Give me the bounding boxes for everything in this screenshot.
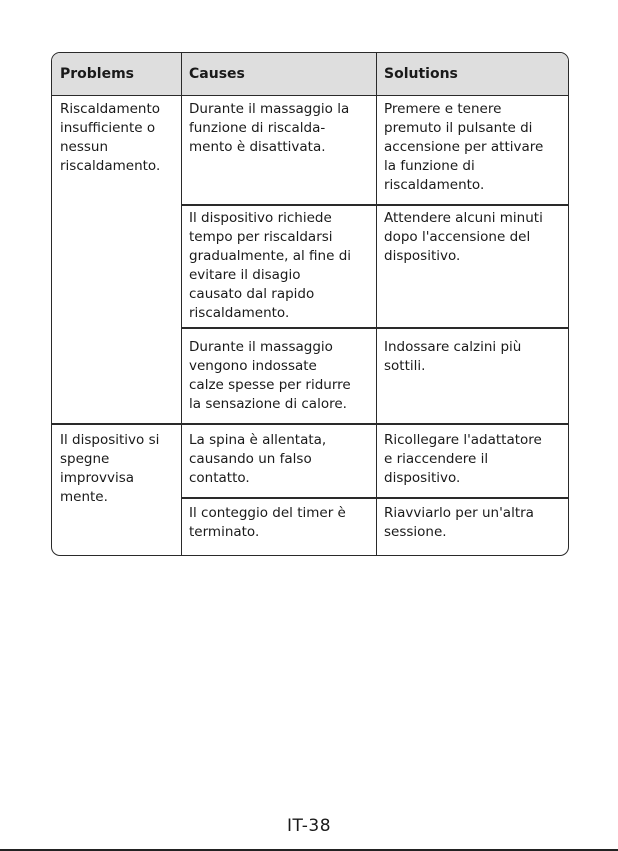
row-divider — [52, 423, 569, 425]
solution-cell: Ricollegare l'adattatore e riaccendere il dispositivo. — [384, 432, 542, 486]
solution-cell: Attendere alcuni minuti dopo l'accensione del dispositivo. — [384, 210, 543, 264]
solution-cell: Indossare calzini più sottili. — [384, 339, 522, 374]
solution-cell: Riavviarlo per un'altra sessione. — [384, 505, 534, 540]
troubleshooting-table — [51, 52, 569, 556]
cause-cell: Il conteggio del timer è terminato. — [189, 505, 346, 540]
cause-cell: La spina è allentata, causando un falso contatto. — [189, 432, 327, 486]
problem-cell: Il dispositivo si spegne improvvisa mente. — [60, 432, 160, 505]
header-causes: Causes — [189, 66, 245, 82]
header-problems: Problems — [60, 66, 135, 82]
row-divider — [181, 327, 569, 329]
cause-cell: Durante il massaggio vengono indossate calze spesse per ridurre la sensazione di calore. — [189, 339, 351, 412]
cause-cell: Il dispositivo richiede tempo per riscaldarsi gradualmente, al fine di evitare il disagio causato dal rapido riscaldamento. — [189, 210, 352, 321]
page-number: IT-38 — [286, 816, 332, 836]
header-solutions: Solutions — [384, 66, 458, 82]
row-divider — [181, 204, 569, 206]
cause-cell: Durante il massaggio la funzione di riscalda- mento è disattivata. — [189, 101, 350, 155]
solution-cell: Premere e tenere premuto il pulsante di accensione per attivare la funzione di riscaldamento. — [384, 101, 544, 193]
table-header-row — [52, 53, 568, 96]
problem-cell: Riscaldamento insufficiente o nessun riscaldamento. — [60, 101, 161, 174]
row-divider — [181, 497, 569, 499]
